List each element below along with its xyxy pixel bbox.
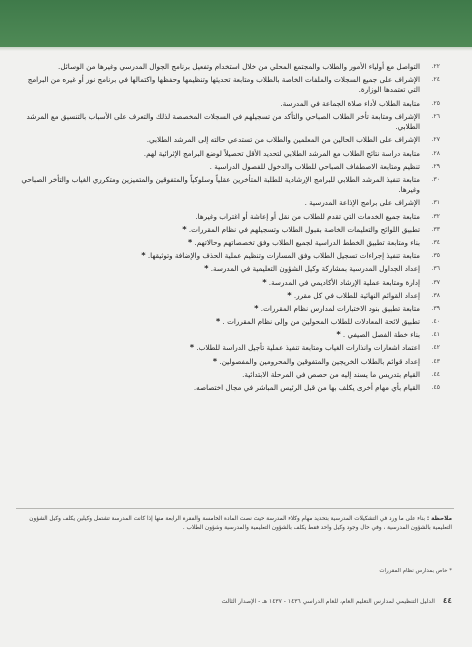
item-number: ٣٦. [431,265,440,273]
item-text: الإشراف على برامج الإذاعة المدرسية . [304,198,420,208]
item-number: ٤١. [431,331,440,339]
list-item [20,264,440,274]
item-text: القيام بأي مهام أخرى يكلف بها من قبل الرئيس المباشر في مجال اختصاصه. [193,383,420,393]
item-number: ٣٥. [431,252,440,260]
list-item [20,162,440,172]
asterisk-mark: * [182,224,187,234]
item-number: ٣٧. [431,278,440,286]
item-text: اعتماد اشعارات وانذارات الغياب ومتابعة تنفيذ عملية تأجيل الدراسة للطلاب. [196,343,420,353]
note-block [18,515,452,533]
item-number: ٢٨. [431,149,440,157]
item-text: تطبيق لائحة المعادلات للطلاب المحولين من وإلى نظام المقررات . [222,317,420,327]
item-number: ٢٦. [431,112,440,120]
footnote-star: * [449,568,452,574]
list-item [20,343,440,353]
item-number: ٣٨. [431,291,440,299]
list-item [20,149,440,159]
list-item [20,62,440,72]
list-item [20,212,440,222]
note-text: بناء على ما ورد في التشكيلات المدرسية بتحديد مهام وكلاء المدرسة حيث نصت المادة الخامسة والفقرة الرابعة منها إذا كانت المدرسة تشتمل وكيلين يكلف وكيل الشؤون التعليمية بالشؤون المدرسية ، وفي حال وجود وكيل واحد فقط يكلف بالشؤون التعليمية والمدرسية وشؤون الطلاب . [29,516,452,531]
item-text: تنظيم ومتابعة الاصطفاف الصباحي للطلاب والدخول للفصول الدراسية . [209,161,420,171]
footnote-text: خاص بمدارس نظام المقررات [379,568,448,574]
list-item [20,75,440,96]
asterisk-mark: * [262,277,267,287]
list-item [20,304,440,314]
item-text: تطبيق اللوائح والتعليمات الخاصة بقبول الطلاب وتسجيلهم في نظام المقررات. [188,224,420,234]
item-text: متابعة تنفيذ المرشد الطلابي للبرامج الإرشادية للطلبة المتأخرين عقلياً وسلوكياً والمتفوقين والمتميزين ومتكرري الغياب والتأخر الصباحي وغيرها. [21,174,420,195]
item-text: الإشراف على الطلاب الحالين من المعلمين والطلاب من تستدعي حالته إلى المرشد الطلابي. [146,135,420,145]
item-number: ٤٥. [431,384,440,392]
item-text: متابعة تطبيق بنود الاختبارات لمدارس نظام المقررات. [260,303,420,313]
item-number: ٢٩. [431,162,440,170]
item-text: متابعة جميع الخدمات التي تقدم للطلاب من نقل أو إعاشة أو اغتراب وغيرها. [195,211,420,221]
asterisk-mark: * [212,356,218,366]
item-text: بناء ومتابعة تطبيق الخطط الدراسية لجميع الطلاب وفق تخصصاتهم وحالاتهم. [194,237,420,247]
item-text: بناء خطة الفصل الصيفي . [342,330,420,340]
item-text: إعداد قوائم بالطلاب الخريجين والمتفوقين والمحرومين والمفصولين. [219,356,420,366]
list-item [20,383,440,393]
item-text: متابعة تنفيذ إجراءات تسجيل الطلاب وفق المسارات وتنظيم عملية الحذف والإضافة وتوثيقها. [147,251,420,261]
asterisk-mark: * [216,317,221,327]
item-text: إعداد الجداول المدرسية بمشاركة وكيل الشؤون التعليمية في المدرسة. [210,264,420,274]
item-number: ٢٧. [431,136,440,144]
asterisk-mark: * [141,251,146,261]
list-item [20,370,440,380]
item-number: ٣٢. [431,212,440,220]
item-number: ٤٠. [431,318,440,326]
list-item [20,175,440,196]
item-number: ٤٣. [431,357,440,365]
item-number: ٣١. [431,199,440,207]
list-item [20,357,440,367]
footer-text: الدليل التنظيمي لمدارس التعليم العام، للعام الدراسي ١٤٣٦ - ١٤٣٧ هـ - الإصدار الثالث [221,598,435,605]
item-number: ٤٤. [431,370,440,378]
item-number: ٤٢. [431,344,440,352]
duties-list [20,62,440,396]
item-text: الإشراف ومتابعة تأخر الطلاب الصباحي والتأكد من تسجيلهم في السجلات المخصصة لذلك والتعرف على الأسباب بالتنسيق مع المرشد الطلابي. [26,111,420,132]
item-number: ٢٢. [431,63,440,70]
list-item [20,112,440,133]
header-shadow [0,47,472,51]
item-text: التواصل مع أولياء الأمور والطلاب والمجتمع المحلي من خلال استخدام وتفعيل برنامج الجوال المدرسي وغيرها من الوسائل. [58,62,420,71]
list-item [20,251,440,261]
item-text: القيام بتدريس ما يسند إليه من حصص في المرحلة الابتدائية. [242,369,420,379]
page-number: ٤٤ [442,596,452,605]
list-item [20,198,440,208]
item-number: ٣٩. [431,304,440,312]
item-number: ٣٠. [431,175,440,183]
item-number: ٢٥. [431,99,440,107]
item-text: إعداد القوائم النهائية للطلاب في كل مقرر. [293,290,420,300]
asterisk-mark: * [254,303,259,313]
asterisk-mark: * [204,264,209,274]
item-text: الإشراف على جميع السجلات والملفات الخاصة بالطلاب ومتابعة تحديثها وتنظيمها وحفظها واكتمالها في برنامج نور أو غيره من البرامج التي تعتمدها الوزارة. [27,75,420,95]
list-item [20,330,440,340]
list-item [20,291,440,301]
list-item [20,278,440,288]
item-text: إدارة ومتابعة عملية الإرشاد الأكاديمي في المدرسة. [268,277,420,287]
list-item [20,317,440,327]
divider [16,508,454,509]
item-number: ٣٤. [431,238,440,246]
asterisk-mark: * [189,343,195,353]
note-label: ملاحظة : [426,516,452,522]
asterisk-mark: * [187,237,193,247]
header-band [0,0,472,47]
asterisk-mark: * [336,330,341,340]
list-item [20,135,440,145]
item-text: متابعة دراسة نتائج الطلاب مع المرشد الطلابي لتحديد الأقل تحصيلاً لوضع البرامج الإثرائية لهم. [143,148,420,158]
item-text: متابعة الطلاب لأداء صلاة الجماعة في المدرسة. [280,98,420,108]
asterisk-mark: * [287,290,292,300]
footnote [18,568,452,574]
list-item [20,238,440,248]
list-item [20,99,440,109]
list-item [20,225,440,235]
page-footer [18,596,452,605]
item-number: ٢٤. [431,76,440,84]
item-number: ٣٣. [431,225,440,233]
